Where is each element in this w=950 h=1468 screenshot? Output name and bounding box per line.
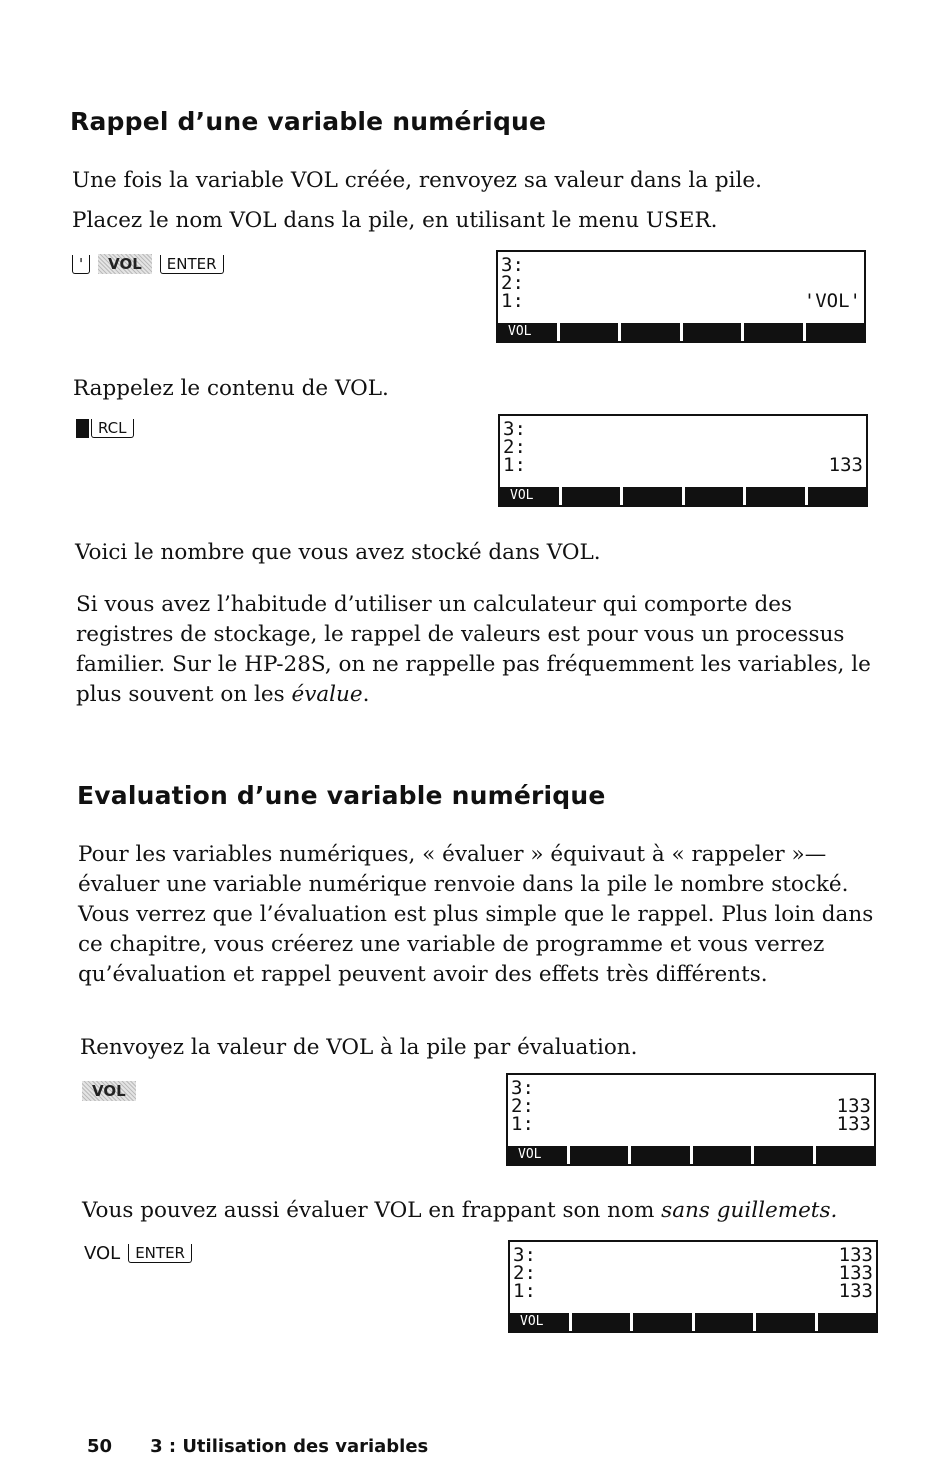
section-heading: Evaluation d’une variable numérique — [77, 781, 606, 810]
menu-tab-empty — [816, 1146, 875, 1164]
stack-level-3: 3: 133 — [513, 1244, 873, 1266]
vol-menu-key: VOL — [82, 1081, 136, 1101]
keystroke-sequence — [72, 254, 224, 274]
stack-level-3: 3: — [501, 254, 524, 276]
calculator-display — [508, 1240, 878, 1333]
chapter-title: 3 : Utilisation des variables — [150, 1436, 429, 1457]
menu-tab-empty — [693, 1146, 752, 1164]
calculator-display — [496, 250, 866, 343]
stack-level-2: 2: — [503, 436, 526, 458]
paragraph: Rappelez le contenu de VOL. — [73, 376, 389, 401]
rcl-key: RCL — [91, 419, 134, 438]
menu-tab-empty — [570, 1146, 629, 1164]
quote-key: ' — [72, 255, 90, 274]
paragraph: Vous pouvez aussi évaluer VOL en frappant son nom sans guillemets. — [82, 1198, 838, 1223]
menu-tab-empty — [633, 1313, 692, 1331]
menu-tab-empty — [560, 323, 619, 341]
menu-tab-empty — [695, 1313, 754, 1331]
keystroke-sequence — [84, 1243, 192, 1264]
menu-tab-empty — [808, 487, 867, 505]
menu-tab-empty — [746, 487, 805, 505]
paragraph: Si vous avez l’habitude d’utiliser un calculateur qui comporte des registres de stockage, le rappel de valeurs est pour vous un processus familier. Sur le HP-28S, on ne rappelle pas fréquemment les variables, le plus souvent on les évalue. — [76, 592, 871, 707]
calculator-display — [506, 1073, 876, 1166]
paragraph: Renvoyez la valeur de VOL à la pile par évaluation. — [80, 1035, 638, 1060]
menu-tab-empty — [756, 1313, 815, 1331]
menu-tab-empty — [806, 323, 865, 341]
keystroke-sequence — [82, 1081, 136, 1101]
menu-tab-empty — [818, 1313, 877, 1331]
menu-tab-empty — [623, 487, 682, 505]
stack-level-3: 3: — [503, 418, 526, 440]
calculator-display — [498, 414, 868, 507]
stack-level-1: 1: 133 — [511, 1113, 871, 1135]
menu-tab-empty — [572, 1313, 631, 1331]
menu-tab-vol: VOL — [508, 1146, 567, 1164]
paragraph: Placez le nom VOL dans la pile, en utilisant le menu USER. — [72, 208, 718, 233]
menu-tab-vol: VOL — [500, 487, 559, 505]
menu-tab-empty — [754, 1146, 813, 1164]
menu-bar — [508, 1146, 874, 1164]
enter-key: ENTER — [128, 1244, 192, 1263]
stack-level-2: 2: — [501, 272, 524, 294]
menu-tab-empty — [562, 487, 621, 505]
menu-tab-empty — [683, 323, 742, 341]
menu-tab-vol: VOL — [510, 1313, 569, 1331]
stack-level-1: 1: 'VOL' — [501, 290, 861, 312]
typed-text: VOL — [84, 1243, 121, 1264]
menu-tab-empty — [621, 323, 680, 341]
page-number: 50 — [87, 1436, 113, 1457]
paragraph: Pour les variables numériques, « évaluer » équivaut à « rappeler »— évaluer une variable numérique renvoie dans la pile le nombre stocké. Vous verrez que l’évaluation est plus simple que le rappel. Plus loin dans ce chapitre, vous créerez une variable de programme et vous verrez qu’évaluation et rappel peuvent avoir des effets très différents. — [78, 842, 874, 987]
menu-tab-empty — [744, 323, 803, 341]
paragraph: Voici le nombre que vous avez stocké dans VOL. — [75, 540, 601, 565]
enter-key: ENTER — [160, 255, 224, 274]
vol-menu-key: VOL — [98, 254, 152, 274]
page-footer — [87, 1436, 466, 1457]
paragraph: Une fois la variable VOL créée, renvoyez sa valeur dans la pile. — [72, 168, 762, 193]
menu-bar — [500, 487, 866, 505]
stack-level-1: 1: 133 — [513, 1280, 873, 1302]
menu-bar — [510, 1313, 876, 1331]
stack-level-3: 3: — [511, 1077, 534, 1099]
stack-level-2: 2: 133 — [513, 1262, 873, 1284]
menu-bar — [498, 323, 864, 341]
menu-tab-empty — [685, 487, 744, 505]
stack-level-1: 1: 133 — [503, 454, 863, 476]
section-heading: Rappel d’une variable numérique — [70, 107, 547, 136]
stack-level-2: 2: 133 — [511, 1095, 871, 1117]
shift-key-icon — [76, 419, 89, 438]
menu-tab-vol: VOL — [498, 323, 557, 341]
menu-tab-empty — [631, 1146, 690, 1164]
keystroke-sequence — [76, 419, 134, 438]
